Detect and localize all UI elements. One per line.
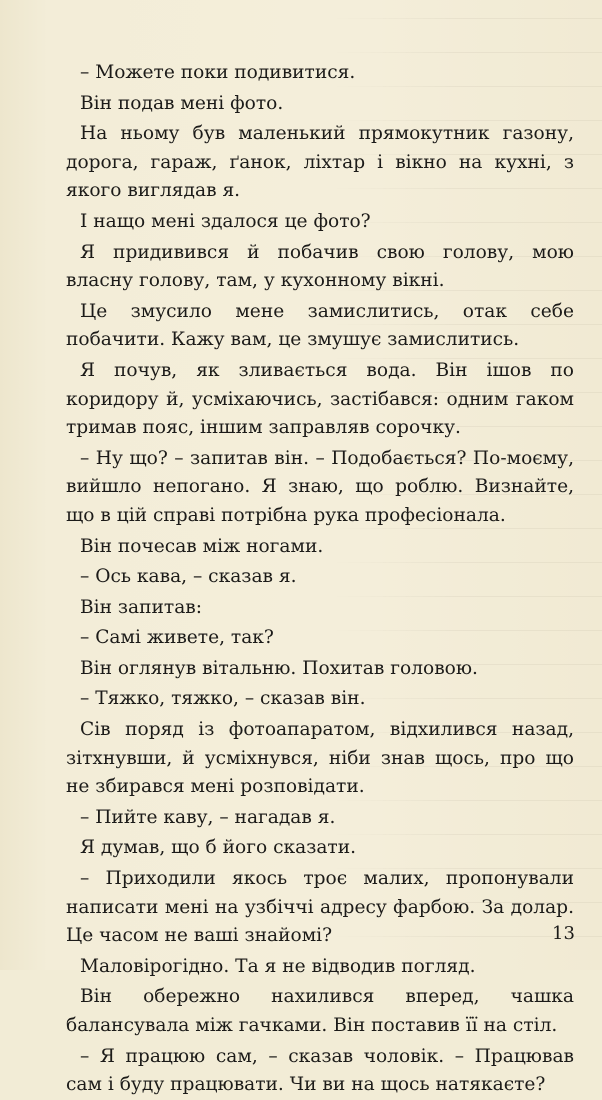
paragraph: Він обережно нахилився вперед, чашка балансувала між гачками. Він поставив її на стіл.: [66, 986, 574, 1036]
paragraph: – Ну що? – запитав він. – Подобається? По-моєму, вийшло непогано. Я знаю, що роблю. Визнайте, що в цій справі потрібна рука професіонала.: [66, 447, 574, 526]
paragraph: – Тяжко, тяжко, – сказав він.: [80, 688, 366, 710]
paragraph: Це змусило мене замислитись, отак себе побачити. Кажу вам, це змушує замислитись.: [66, 300, 574, 351]
page-number: 13: [552, 923, 575, 944]
paragraph: Я почув, як зливається вода. Він ішов по коридору й, усміхаючись, застібався: одним гаком тримав пояс, іншим заправляв сорочку.: [66, 359, 574, 439]
paragraph: – Ось кава, – сказав я.: [80, 566, 297, 588]
paragraph: І нащо мені здалося це фото?: [80, 210, 371, 232]
paragraph: Я придивився й побачив свою голову, мою власну голову, там, у кухонному вікні.: [66, 241, 574, 292]
paragraph: – Приходили якось троє малих, пропонували написати мені на узбіччі адресу фарбою. За долар. Це часом не ваші знайомі?: [66, 868, 574, 947]
paragraph: На ньому був маленький прямокутник газону, дорога, гараж, ґанок, ліхтар і вікно на кухні, з якого виглядав я.: [66, 123, 574, 202]
paragraph: – Пийте каву, – нагадав я.: [80, 806, 336, 828]
paragraph: – Я працюю сам, – сказав чоловік. – Працював сам і буду працювати. Чи ви на щось натякаєте?: [66, 1045, 574, 1096]
paragraph: Він почесав між ногами.: [80, 535, 324, 557]
paragraph: Він оглянув вітальню. Похитав головою.: [80, 657, 478, 679]
paragraph: Я думав, що б його сказати.: [80, 837, 357, 859]
page-text: [66, 59, 574, 1100]
paragraph: – Можете поки подивитися.: [80, 62, 356, 83]
paragraph: Він запитав:: [80, 596, 203, 618]
paragraph: – Самі живете, так?: [80, 627, 274, 649]
paragraph: Він подав мені фото.: [80, 92, 284, 114]
paragraph: Маловірогідно. Та я не відводив погляд.: [80, 955, 476, 977]
paragraph: Сів поряд із фотоапаратом, відхилився назад, зітхнувши, й усміхнувся, ніби знав щось, про що не збирався мені розповідати.: [66, 719, 574, 798]
